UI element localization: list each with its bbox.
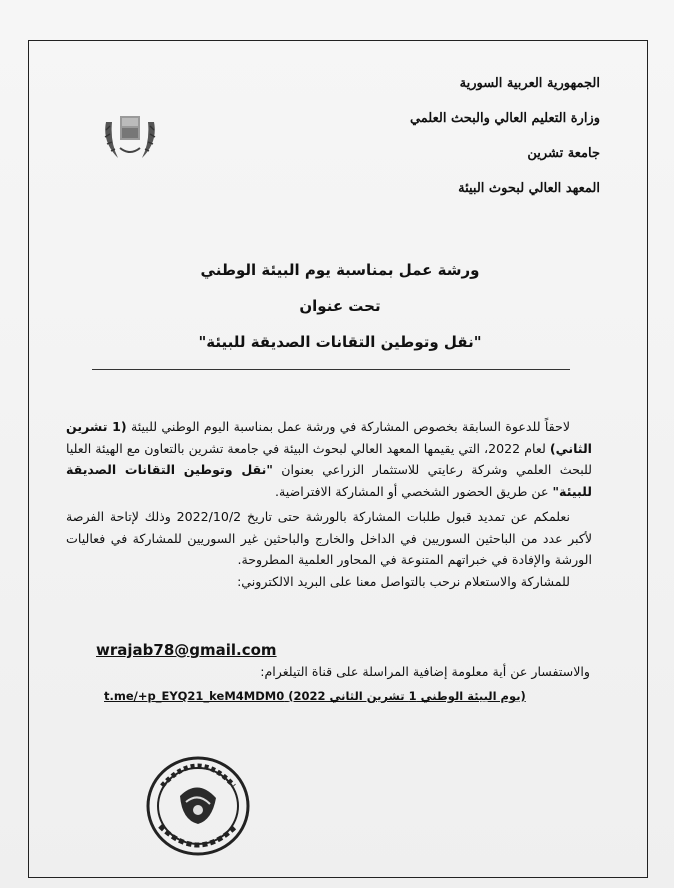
divider	[92, 369, 570, 370]
p1-date-bold: (1 تشرين الثاني)	[66, 419, 592, 456]
telegram-link[interactable]	[104, 689, 574, 703]
header-institute: المعهد العالي لبحوث البيئة	[458, 181, 600, 196]
title-line-2: تحت عنوان	[299, 297, 381, 315]
letter-body	[66, 416, 592, 592]
p1-text-c: لعام 2022، التي يقيمها المعهد العالي لبحوث البيئة في جامعة تشرين بالتعاون مع الهيئة العليا للبحث العلمي وشركة رعايتي للاستثمار الزراعي بعنوان	[66, 440, 592, 477]
p1-title-bold: "نقل وتوطين التقانات الصديقة للبيئة"	[66, 462, 592, 499]
workshop-title	[120, 252, 560, 360]
university-seal-icon	[142, 752, 254, 860]
paragraph-1	[66, 416, 592, 502]
p1-text-a: لاحقاً للدعوة السابقة بخصوص المشاركة في ورشة عمل بمناسبة اليوم الوطني للبيئة	[126, 419, 570, 434]
p1-text-e: عن طريق الحضور الشخصي أو المشاركة الافتراضية.	[275, 483, 553, 499]
contact-email-link[interactable]: wrajab78@gmail.com	[96, 641, 277, 659]
paragraph-3: للمشاركة والاستعلام نرحب بالتواصل معنا على البريد الالكتروني:	[237, 573, 570, 589]
title-line-1: ورشة عمل بمناسبة يوم البيئة الوطني	[200, 261, 480, 279]
header-university: جامعة تشرين	[527, 146, 600, 161]
title-line-3: "نقل وتوطين التقانات الصديقة للبيئة"	[198, 333, 482, 351]
header-country: الجمهورية العربية السورية	[459, 76, 600, 91]
letterhead	[380, 66, 600, 206]
paragraph-2: نعلمكم عن تمديد قبول طلبات المشاركة بالورشة حتى تاريخ 2022/10/2 وذلك لإتاحة الفرصة لأكبر عدد من الباحثين السوريين في الداخل والخارج والباحثين غير السوريين للمشاركة في فعاليات الورشة والإفادة في خبراتهم المتنوعة في المحاور العلمية المطروحة.	[66, 509, 592, 567]
telegram-label: (يوم البيئة الوطني 1 تشرين الثاني 2022)	[288, 689, 526, 703]
university-logo-icon	[100, 108, 160, 164]
telegram-intro: والاستفسار عن أية معلومة إضافية المراسلة على قناة التيلغرام:	[260, 664, 590, 679]
header-ministry: وزارة التعليم العالي والبحث العلمي	[409, 111, 600, 126]
telegram-url[interactable]: t.me/+p_EYQ21_keM4MDM0	[104, 689, 285, 703]
